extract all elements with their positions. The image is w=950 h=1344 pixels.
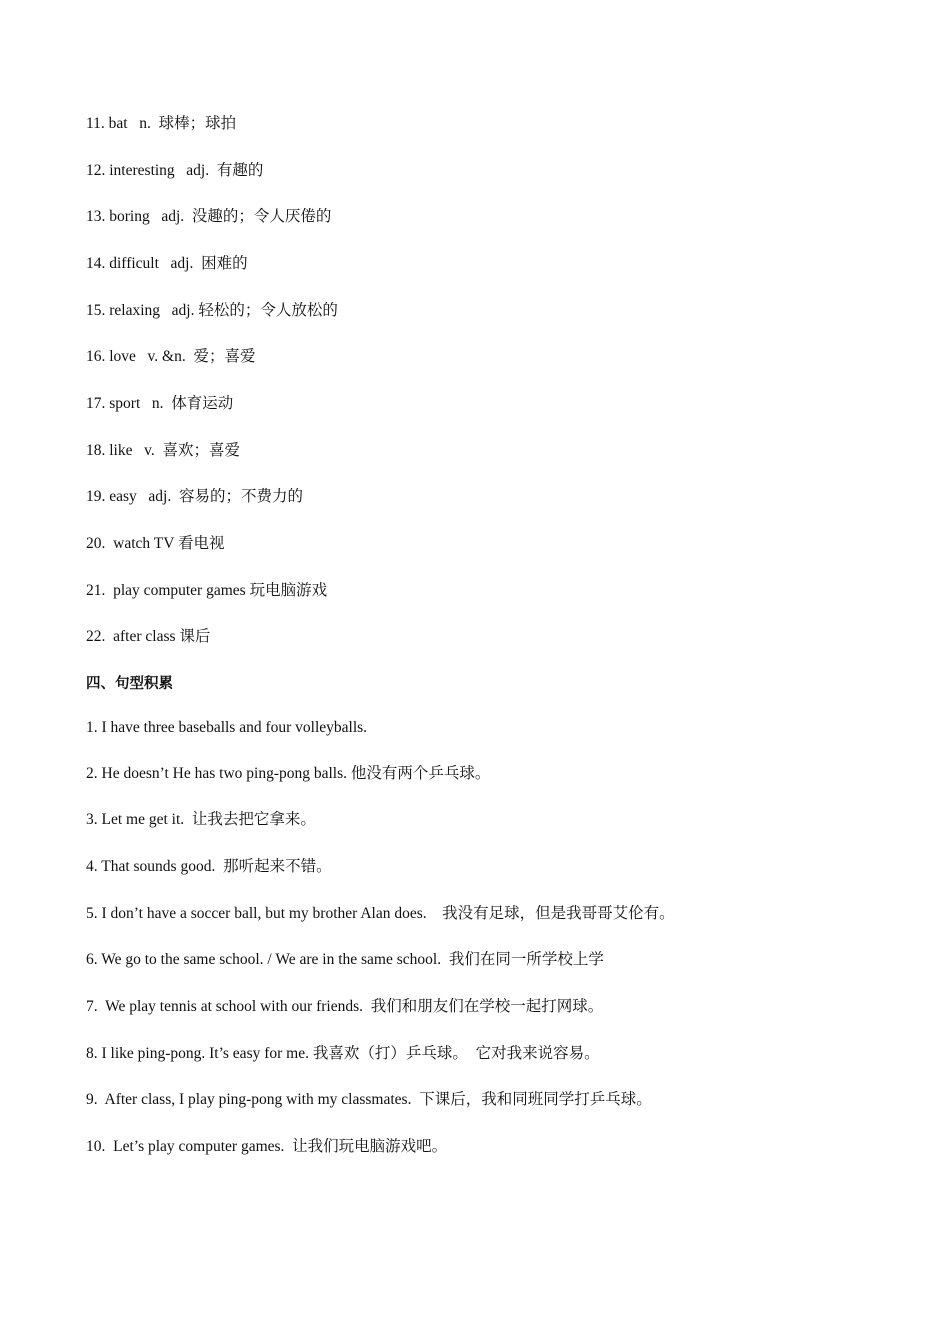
sentence-item: 2. He doesn’t He has two ping-pong balls. 他没有两个乒乓球。	[86, 765, 491, 782]
vocab-item: 12. interesting adj. 有趣的	[86, 162, 264, 179]
sentence-item: 8. I like ping-pong. It’s easy for me. 我喜欢（打）乒乓球。 它对我来说容易。	[86, 1045, 600, 1062]
sentence-item: 5. I don’t have a soccer ball, but my brother Alan does. 我没有足球，但是我哥哥艾伦有。	[86, 905, 675, 922]
sentence-item: 7. We play tennis at school with our friends. 我们和朋友们在学校一起打网球。	[86, 998, 604, 1015]
sentence-item: 4. That sounds good. 那听起来不错。	[86, 858, 332, 875]
vocab-item: 13. boring adj. 没趣的；令人厌倦的	[86, 208, 332, 225]
sentence-item: 9. After class, I play ping-pong with my classmates. 下课后，我和同班同学打乒乓球。	[86, 1091, 652, 1108]
sentence-item: 3. Let me get it. 让我去把它拿来。	[86, 811, 316, 828]
vocab-item: 18. like v. 喜欢；喜爱	[86, 442, 240, 459]
vocab-item: 19. easy adj. 容易的；不费力的	[86, 488, 303, 505]
vocab-item: 11. bat n. 球棒；球拍	[86, 115, 237, 132]
sentence-item: 6. We go to the same school. / We are in the same school. 我们在同一所学校上学	[86, 951, 604, 968]
vocab-item: 15. relaxing adj. 轻松的；令人放松的	[86, 302, 338, 319]
section-heading: 四、句型积累	[86, 676, 173, 692]
vocab-item: 22. after class 课后	[86, 628, 211, 645]
sentence-item: 10. Let’s play computer games. 让我们玩电脑游戏吧。	[86, 1138, 448, 1155]
vocab-item: 14. difficult adj. 困难的	[86, 255, 248, 272]
vocab-item: 16. love v. &n. 爱；喜爱	[86, 348, 256, 365]
vocab-item: 20. watch TV 看电视	[86, 535, 225, 552]
vocab-item: 21. play computer games 玩电脑游戏	[86, 582, 328, 599]
sentence-item: 1. I have three baseballs and four volleyballs.	[86, 719, 368, 736]
vocab-item: 17. sport n. 体育运动	[86, 395, 234, 412]
